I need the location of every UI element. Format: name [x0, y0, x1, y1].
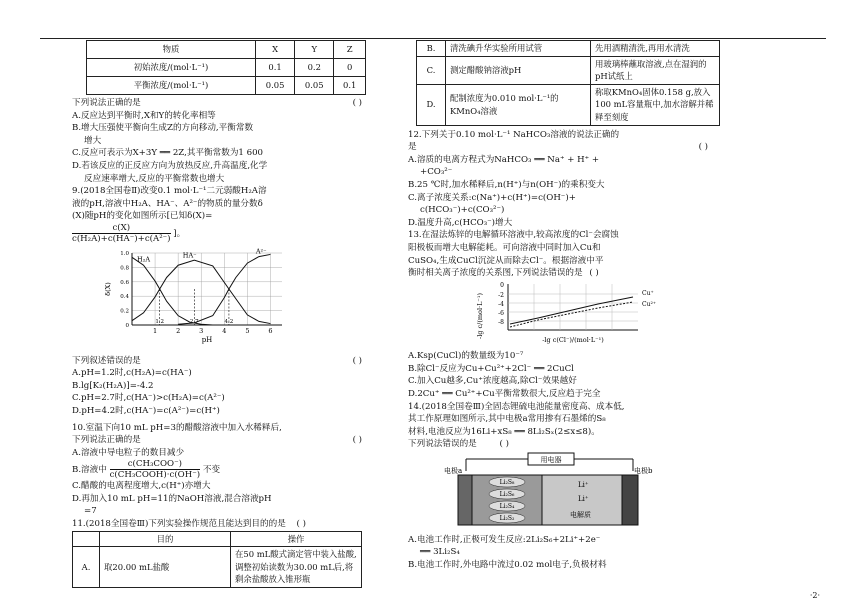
q8-option-c: C.反应可表示为X+3Y ══ 2Z,其平衡常数为1 600 [72, 148, 264, 159]
ion-label: Li⁺ [578, 481, 589, 490]
q12-option-c-cont: c(HCO₃⁻)+c(CO₃²⁻) [420, 205, 505, 216]
q13-line1: 13.在湿法炼锌的电解循环溶液中,较高浓度的Cl⁻会腐蚀 [408, 230, 619, 241]
graph-legend-cu-plus: Cu⁺ [642, 289, 654, 297]
q10-option-a: A.溶液中导电粒子的数目减少 [72, 447, 185, 458]
table-cell: C. [417, 56, 446, 84]
page-number: ·2· [809, 591, 820, 600]
table-cell: 先用酒精清洗,再用水清洗 [591, 41, 720, 57]
q9-line2: 液的pH,溶液中H₂A、HA⁻、A²⁻的物质的量分数δ [72, 198, 263, 209]
table-cell: 0 [334, 59, 366, 77]
q9-stem: 下列叙述错误的是 ( ) [72, 355, 362, 366]
q13-line2: 阳极板而增大电解能耗。可向溶液中同时加入Cu和 [408, 242, 601, 253]
cucl-concentration-graph [478, 280, 678, 346]
table-cell: 0.05 [295, 77, 334, 95]
chart-series-label: H₂A [137, 255, 151, 264]
chart-x-tick-label: 5 [245, 326, 250, 335]
q10-option-c: C.醋酸的电离程度增大,c(H⁺)亦增大 [72, 481, 211, 492]
load-device-label: 用电器 [540, 456, 562, 465]
q10-option-d: D.再加入10 mL pH=11的NaOH溶液,混合溶液pH [72, 493, 272, 504]
q9-option-c: C.pH=2.7时,c(HA⁻)>c(H₂A)=c(A²⁻) [72, 393, 225, 404]
table-header [73, 531, 100, 547]
table-cell: 用玻璃棒蘸取溶液,点在湿润的pH试纸上 [591, 56, 720, 84]
q9-line3: (X)随pH的变化如图所示[已知δ(X)= [72, 211, 213, 222]
table-header: Y [295, 41, 334, 59]
q14-line1: 14.(2018全国卷Ⅲ)全固态锂硫电池能量密度高、成本低, [408, 401, 625, 412]
li-s-battery-diagram [428, 451, 668, 529]
chart-annotation-label: 4.2 [224, 318, 234, 325]
experiment-table [72, 531, 362, 588]
table-cell: 0.1 [334, 77, 366, 95]
q12-line1: 12.下列关于0.10 mol·L⁻¹ NaHCO₃溶液的说法正确的 [408, 129, 620, 140]
q8-option-d: D.若该反应的正反应方向为放热反应,升高温度,化学 [72, 160, 268, 171]
q9-option-a: A.pH=1.2时,c(H₂A)=c(HA⁻) [72, 368, 192, 379]
cu2-plus-line [510, 302, 633, 327]
cu-plus-line [510, 297, 633, 324]
q14-line4: 下列说法错误的是 ( ) [408, 439, 509, 450]
table-cell: 0.1 [256, 59, 295, 77]
chart-y-tick-label: 0.4 [120, 294, 129, 301]
table-row [417, 84, 720, 125]
q8-stem: 下列说法正确的是 ( ) [72, 98, 362, 108]
electrolyte-label: 电解质 [570, 511, 591, 520]
chart-series-label: A²⁻ [255, 247, 267, 256]
graph-legend-cu2-plus: Cu²⁺ [642, 300, 657, 308]
chart-ylabel: δ(X) [104, 282, 112, 296]
table-header: X [256, 41, 295, 59]
table-cell: 0.2 [295, 59, 334, 77]
experiment-table-continued [416, 40, 720, 126]
graph-xlabel: -lg c(Cl⁻)/(mol·L⁻¹) [542, 335, 604, 344]
table-row [87, 77, 366, 95]
graph-y-tick: -6 [498, 309, 504, 317]
chart-annotation-label: 2.7 [189, 318, 199, 325]
top-rule [40, 38, 826, 39]
chart-xlabel: pH [201, 335, 213, 344]
q12-option-d: D.温度升高,c(HCO₃⁻)增大 [408, 217, 513, 228]
chart-y-tick-label: 0.8 [120, 265, 129, 272]
q13-line3: CuSO₄,生成CuCl沉淀从而除去Cl⁻。根据溶液中平 [408, 255, 604, 266]
q8-option-b-cont: 增大 [84, 135, 102, 146]
table-cell: 初始浓度/(mol·L⁻¹) [87, 59, 256, 77]
q10-option-d-cont: =7 [84, 506, 97, 517]
polysulfide-label: Li₂S₂ [499, 515, 515, 523]
chart-y-tick-label: 1.0 [120, 250, 129, 257]
table-row [73, 547, 362, 588]
q9-option-b: B.lg[K₂(H₂A)]=-4.2 [72, 380, 154, 391]
q12-line2: 是 ( ) [408, 142, 708, 153]
table-cell: D. [417, 84, 446, 125]
q10-line2: 下列说法正确的是 ( ) [72, 435, 362, 446]
q14-option-a: A.电池工作时,正极可发生反应:2Li₂S₆+2Li⁺+2e⁻ [408, 534, 601, 545]
q10-line1: 10.室温下向10 mL pH=3的醋酸溶液中加入水稀释后, [72, 422, 282, 433]
q8-option-a: A.反应达到平衡时,X和Y的转化率相等 [72, 110, 216, 121]
table-cell: 配制浓度为0.010 mol·L⁻¹的KMnO₄溶液 [446, 84, 591, 125]
table-cell: A. [73, 547, 100, 588]
electrode-a-label: 电极a [444, 467, 463, 476]
ion-label: Li⁺ [578, 495, 589, 504]
graph-y-tick: 0 [500, 281, 504, 289]
q10-option-b: B.溶液中 $\frac{\text{c(CH₃COO⁻)}}{\text{c(CH₃COOH)·c(OH⁻)}}$ 不变 [72, 459, 221, 481]
table-header: 操作 [231, 531, 362, 547]
q13-option-a: A.Ksp(CuCl)的数量级为10⁻⁷ [408, 351, 524, 362]
delta-fraction: $\frac{c(X)}{\text{c(H₂A)+c(HA⁻)+c(A²⁻)}}$ [72, 222, 171, 244]
chart-x-tick-label: 3 [199, 326, 204, 335]
left-column [72, 40, 402, 588]
table-header: Z [334, 41, 366, 59]
chart-x-tick-label: 1 [153, 326, 158, 335]
right-column [408, 40, 738, 571]
chart-x-tick-label: 2 [176, 326, 181, 335]
table-cell: B. [417, 41, 446, 57]
table-row [417, 41, 720, 57]
table-row [87, 59, 366, 77]
q12-option-b: B.25 ℃时,加水稀释后,n(H⁺)与n(OH⁻)的乘积变大 [408, 179, 605, 190]
table-cell: 称取KMnO₄固体0.158 g,放入100 mL容量瓶中,加水溶解并稀释至刻度 [591, 84, 720, 125]
polysulfide-label: Li₂S₄ [499, 503, 515, 511]
q13-line4: 衡时相关离子浓度的关系图,下列说法错误的是 ( ) [408, 268, 599, 279]
table-cell: 取20.00 mL盐酸 [100, 547, 231, 588]
graph-ylabel: -lg c/(mol·L⁻¹) [476, 292, 484, 339]
q14-line3: 材料,电池反应为16Li+xS₈ ══ 8Li₂Sₓ(2≤x≤8)。 [408, 426, 600, 437]
chart-y-tick-label: 0.2 [120, 308, 129, 315]
concentration-table [86, 40, 366, 95]
graph-y-tick: -4 [498, 300, 504, 308]
q13-option-b: B.除Cl⁻反应为Cu+Cu²⁺+2Cl⁻ ══ 2CuCl [408, 363, 574, 374]
electrode-b-label: 电极b [634, 467, 653, 476]
q14-option-b: B.电池工作时,外电路中流过0.02 mol电子,负极材料 [408, 559, 607, 570]
table-row [417, 56, 720, 84]
table-cell: 0.05 [256, 77, 295, 95]
ph-distribution-chart [102, 247, 302, 347]
table-header: 物质 [87, 41, 256, 59]
q9-line1: 9.(2018全国卷Ⅱ)改变0.1 mol·L⁻¹二元弱酸H₂A溶 [72, 186, 267, 197]
electrode-a [458, 475, 472, 525]
table-header: 目的 [100, 531, 231, 547]
q12-option-a: A.溶质的电离方程式为NaHCO₃ ══ Na⁺ + H⁺ + [408, 154, 600, 165]
q12-option-a-cont: +CO₃²⁻ [420, 167, 453, 178]
q14-line2: 其工作原理如图所示,其中电极a常用掺有石墨烯的S₈ [408, 414, 606, 425]
chart-y-tick-label: 0.6 [120, 279, 129, 286]
chart-x-tick-label: 4 [222, 326, 227, 335]
q14-option-a-cont: ══ 3Li₂S₄ [420, 547, 460, 558]
table-cell: 在50 mL酸式滴定管中装入盐酸,调整初始读数为30.00 mL后,将剩余盐酸放入锥形瓶 [231, 547, 362, 588]
chart-x-tick-label: 6 [268, 326, 273, 335]
q9-formula: $\frac{c(X)}{\text{c(H₂A)+c(HA⁻)+c(A²⁻)}}$ ]。 [72, 222, 186, 244]
q8-option-d-cont: 反应速率增大,反应的平衡常数也增大 [84, 173, 225, 184]
q9-option-d: D.pH=4.2时,c(HA⁻)=c(A²⁻)=c(H⁺) [72, 405, 220, 416]
q13-option-c: C.加入Cu越多,Cu⁺浓度越高,除Cl⁻效果越好 [408, 376, 577, 387]
acetate-fraction: $\frac{\text{c(CH₃COO⁻)}}{\text{c(CH₃COOH)·c(OH⁻)}}$ [109, 459, 201, 481]
chart-annotation-label: 1.2 [155, 318, 165, 325]
table-cell: 平衡浓度/(mol·L⁻¹) [87, 77, 256, 95]
graph-y-tick: -8 [498, 318, 504, 326]
electrode-b [622, 475, 638, 525]
chart-series-label: HA⁻ [182, 251, 197, 260]
q13-option-d: D.2Cu⁺ ══ Cu²⁺+Cu平衡常数很大,反应趋于完全 [408, 389, 601, 400]
polysulfide-label: Li₂S₆ [499, 491, 515, 499]
chart-y-tick-label: 0 [125, 322, 129, 329]
table-cell: 测定醋酸钠溶液pH [446, 56, 591, 84]
table-cell: 清洗碘升华实验所用试管 [446, 41, 591, 57]
q12-option-c: C.离子浓度关系:c(Na⁺)+c(H⁺)=c(OH⁻)+ [408, 192, 576, 203]
polysulfide-label: Li₂S₈ [499, 479, 515, 487]
q8-option-b: B.增大压强使平衡向生成Z的方向移动,平衡常数 [72, 123, 254, 134]
q11-title: 11.(2018全国卷Ⅲ)下列实验操作规范且能达到目的的是 ( ) [72, 519, 306, 530]
graph-y-tick: -2 [498, 291, 504, 299]
